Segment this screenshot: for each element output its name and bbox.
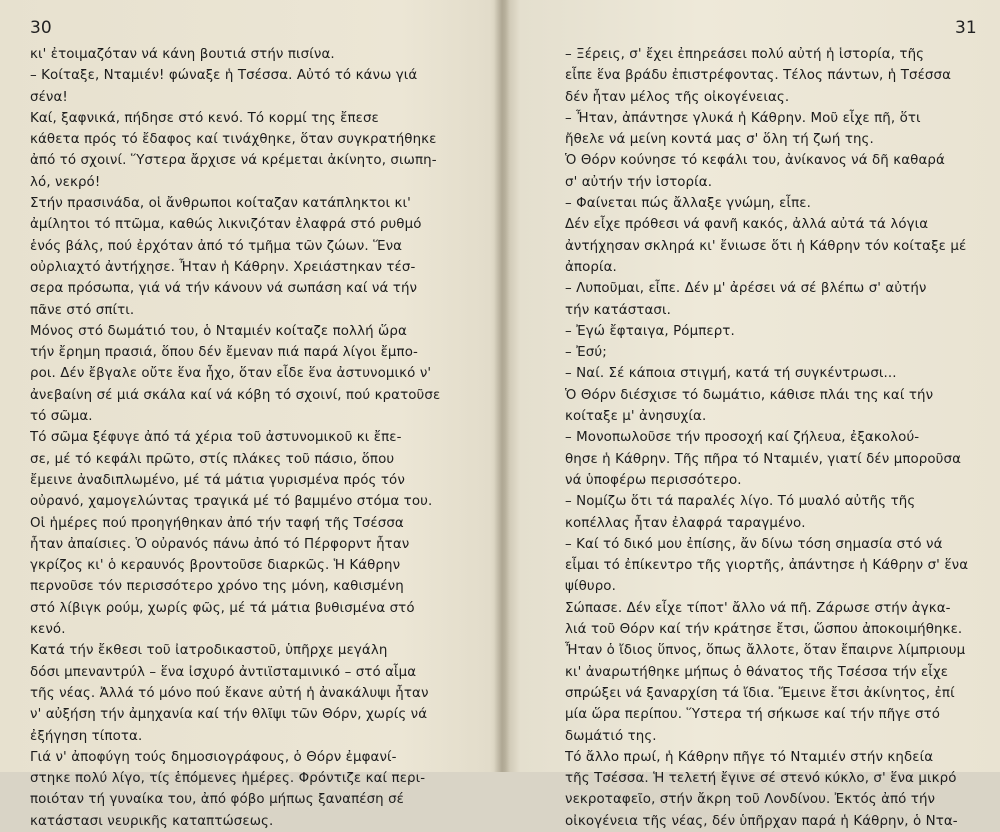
text-line: δωμάτιό της. <box>565 728 657 744</box>
text-line: Καί, ξαφνικά, πήδησε στό κενό. Τό κορμί της ἔπεσε <box>30 110 379 126</box>
text-line: ν' αὐξήση τήν ἀμηχανία καί τήν θλῖψι τῶν Θόρν, χωρίς νά <box>30 707 428 723</box>
text-line: Τό σῶμα ξέφυγε ἀπό τά χέρια τοῦ ἀστυνομικοῦ κι ἔπε- <box>30 430 402 446</box>
text-line: Γιά ν' ἀποφύγη τούς δημοσιογράφους, ὁ Θόρν ἐμφανί- <box>30 749 397 765</box>
text-line: εἶπε ἕνα βράδυ ἐπιστρέφοντας. Τέλος πάντων, ἡ Τσέσσα <box>565 68 952 84</box>
text-line: ροι. Δέν ἔβγαλε οὔτε ἕνα ἦχο, ὅταν εἶδε ἕνα ἀστυνομικό ν' <box>30 366 432 382</box>
text-line: εἶμαι τό ἐπίκεντρο τῆς γιορτῆς, ἀπάντησε ἡ Κάθρην σ' ἕνα <box>565 558 969 574</box>
text-line: – Ἦταν, ἀπάντησε γλυκά ἡ Κάθρην. Μοῦ εἶχε πῆ, ὅτι <box>565 110 921 126</box>
text-line: λιά τοῦ Θόρν καί τήν κράτησε ἔτσι, ὥσπου ἀποκοιμήθηκε. <box>565 622 963 638</box>
text-line: – Ναί. Σέ κάποια στιγμή, κατά τή συγκέντρωσι... <box>565 366 897 382</box>
text-line: Τό ἄλλο πρωί, ἡ Κάθρην πῆγε τό Νταμιέν στήν κηδεία <box>565 749 934 765</box>
text-line: ἔμεινε ἀναδιπλωμένο, μέ τά μάτια γυρισμένα πρός τόν <box>30 472 405 488</box>
text-line: κοπέλλας ἦταν ἐλαφρά ταραγμένο. <box>565 515 806 531</box>
text-line: ψίθυρο. <box>565 579 616 595</box>
left-page <box>0 0 494 829</box>
text-line: – Μονοπωλοῦσε τήν προσοχή καί ζήλευα, ἐξακολού- <box>565 430 920 446</box>
text-line: Δέν εἶχε πρόθεσι νά φανῆ κακός, ἀλλά αὐτά τά λόγια <box>565 217 929 233</box>
text-line: περνοῦσε τόν περισσότερο χρόνο της μόνη, καθισμένη <box>30 579 404 595</box>
text-line: Μόνος στό δωμάτιό του, ὁ Νταμιέν κοίταζε πολλή ὥρα <box>30 323 407 339</box>
text-line: κάθετα πρός τό ἔδαφος καί τινάχθηκε, ὅταν συγκρατήθηκε <box>30 132 437 148</box>
page-text <box>30 44 452 832</box>
text-line: Σώπασε. Δέν εἶχε τίποτ' ἄλλο νά πῆ. Ζάρωσε στήν ἀγκα- <box>565 600 951 616</box>
text-line: – Ἐσύ; <box>565 345 607 361</box>
text-line: τῆς νέας. Ἀλλά τό μόνο πού ἔκανε αὐτή ἡ ἀνακάλυψι ἦταν <box>30 685 429 701</box>
text-line: – Καί τό δικό μου ἐπίσης, ἄν δίνω τόση σημασία στό νά <box>565 536 943 552</box>
text-line: σερα πρόσωπα, γιά νά τήν κάνουν νά σωπάση καί νά τήν <box>30 281 418 297</box>
text-line: κι' ἀναρωτήθηκε μήπως ὁ θάνατος τῆς Τσέσσα τήν εἶχε <box>565 664 949 680</box>
text-line: οὐρλιαχτό ἀντήχησε. Ἦταν ἡ Κάθρην. Χρειάστηκαν τέσ- <box>30 259 416 275</box>
text-line: κατάστασι νευρικῆς καταπτώσεως. <box>30 813 274 829</box>
text-line: οὐρανό, χαμογελώντας τραγικά μέ τό βαμμένο στόμα του. <box>30 494 433 510</box>
text-line: – Λυποῦμαι, εἶπε. Δέν μ' ἀρέσει νά σέ βλέπω σ' αὐτήν <box>565 281 927 297</box>
text-line: σπρώξει νά ξαναρχίση τά ἴδια. Ἔμεινε ἔτσι ἀκίνητος, ἐπί <box>565 685 955 701</box>
text-line: – Φαίνεται πώς ἄλλαξε γνώμη, εἶπε. <box>565 196 811 212</box>
text-line: κι' ἐτοιμαζόταν νά κάνη βουτιά στήν πισίνα. <box>30 47 335 62</box>
text-line: δέν ἦταν μέλος τῆς οἰκογένειας. <box>565 89 790 105</box>
text-line: νά ὑποφέρω περισσότερο. <box>565 472 742 488</box>
text-line: ἀνεβαίνη σέ μιά σκάλα καί νά κόβη τό σχοινί, πού κρατοῦσε <box>30 387 441 403</box>
text-line: τῆς Τσέσσα. Ἡ τελετή ἔγινε σέ στενό κύκλο, σ' ἕνα μικρό <box>565 771 957 787</box>
text-line: ἦταν ἀπαίσιες. Ὁ οὐρανός πάνω ἀπό τό Πέρφορντ ἦταν <box>30 536 410 552</box>
right-page <box>512 0 1000 829</box>
text-line: ποιόταν τή γυναίκα του, ἀπό φόβο μήπως ξαναπέση σέ <box>30 792 405 808</box>
text-line: ἑνός βάλς, πού ἐρχόταν ἀπό τό τμῆμα τῶν ζώων. Ἕνα <box>30 238 403 254</box>
text-line: γκρίζος κι' ὁ κεραυνός βροντοῦσε διαρκῶς. Ἡ Κάθρην <box>30 558 401 574</box>
text-line: ἀμίλητοι τό πτῶμα, καθώς λικνιζόταν ἐλαφρά στό ρυθμό <box>30 217 422 233</box>
text-line: Ἦταν ὁ ἴδιος ὕπνος, ὅπως ἄλλοτε, ὅταν ἔπαιρνε λίμπριουμ <box>565 643 966 659</box>
text-line: τό σῶμα. <box>30 409 93 425</box>
text-line: – Νομίζω ὅτι τά παραλές λίγο. Τό μυαλό αὐτῆς τῆς <box>565 494 916 510</box>
text-line: Ὁ Θόρν κούνησε τό κεφάλι του, ἀνίκανος νά δῆ καθαρά <box>565 153 945 169</box>
text-line: τήν ἔρημη πρασιά, ὅπου δέν ἔμεναν πιά παρά λίγοι ἔμπο- <box>30 345 418 361</box>
text-line: λό, νεκρό! <box>30 174 101 190</box>
text-line: σ' αὐτήν τήν ἱστορία. <box>565 174 713 190</box>
text-line: στό λίβιγκ ρούμ, χωρίς φῶς, μέ τά μάτια βυθισμένα στό <box>30 600 415 616</box>
text-line: ἤθελε νά μείνη κοντά μας σ' ὅλη τή ζωή της. <box>565 132 874 148</box>
text-line: ἀπορία. <box>565 259 617 275</box>
text-line: κοίταξε μ' ἀνησυχία. <box>565 409 707 425</box>
page-number: 30 <box>30 18 52 38</box>
text-line: σε, μέ τό κεφάλι πρῶτο, στίς πλάκες τοῦ πάσιο, ὅπου <box>30 451 395 467</box>
text-line: – Κοίταξε, Νταμιέν! φώναξε ἡ Τσέσσα. Αὐτό τό κάνω γιά <box>30 68 418 84</box>
text-line: Στήν πρασινάδα, οἱ ἄνθρωποι κοίταζαν κατάπληκτοι κι' <box>30 196 411 212</box>
text-line: θησε ἡ Κάθρην. Τῆς πῆρα τό Νταμιέν, γιατί δέν μποροῦσα <box>565 451 962 467</box>
text-line: ἀπό τό σχοινί. Ὕστερα ἄρχισε νά κρέμεται ἀκίνητο, σιωπη- <box>30 153 437 169</box>
text-line: πᾶνε στό σπίτι. <box>30 302 135 318</box>
text-line: Οἱ ἡμέρες πού προηγήθηκαν ἀπό τήν ταφή τῆς Τσέσσα <box>30 515 404 531</box>
text-line: Ὁ Θόρν διέσχισε τό δωμάτιο, κάθισε πλάι της καί τήν <box>565 387 934 403</box>
text-line: στηκε πολύ λίγο, τίς ἑπόμενες ἡμέρες. Φρόντιζε καί περι- <box>30 771 426 787</box>
text-line: νεκροταφεῖο, στήν ἄκρη τοῦ Λονδίνου. Ἐκτός ἀπό τήν <box>565 792 936 808</box>
text-line: ἐξήγηση τίποτα. <box>30 728 143 744</box>
text-line: τήν κατάστασι. <box>565 302 671 318</box>
text-line: οἰκογένεια τῆς νέας, δέν ὑπῆρχαν παρά ἡ Κάθρην, ὁ Ντα- <box>565 813 958 829</box>
text-line: σένα! <box>30 89 68 105</box>
page-number: 31 <box>955 18 977 38</box>
text-line: – Ἐγώ ἔφταιγα, Ρόμπερτ. <box>565 323 735 339</box>
text-line: Κατά τήν ἔκθεσι τοῦ ἰατροδικαστοῦ, ὑπῆρχε μεγάλη <box>30 643 388 659</box>
text-line: ἀντήχησαν σκληρά κι' ἔνιωσε ὅτι ἡ Κάθρην τόν κοίταξε μέ <box>565 238 967 254</box>
book-gutter <box>494 0 510 772</box>
text-line: κενό. <box>30 622 66 638</box>
text-line: – Ξέρεις, σ' ἔχει ἐπηρεάσει πολύ αὐτή ἡ ἱστορία, τῆς <box>565 47 925 62</box>
text-line: δόσι μπεναντρύλ – ἕνα ἰσχυρό ἀντιϊσταμινικό – στό αἷμα <box>30 664 417 680</box>
page-text <box>565 44 975 832</box>
text-line: μία ὥρα περίπου. Ὕστερα τή σήκωσε καί τήν πῆγε στό <box>565 707 941 723</box>
